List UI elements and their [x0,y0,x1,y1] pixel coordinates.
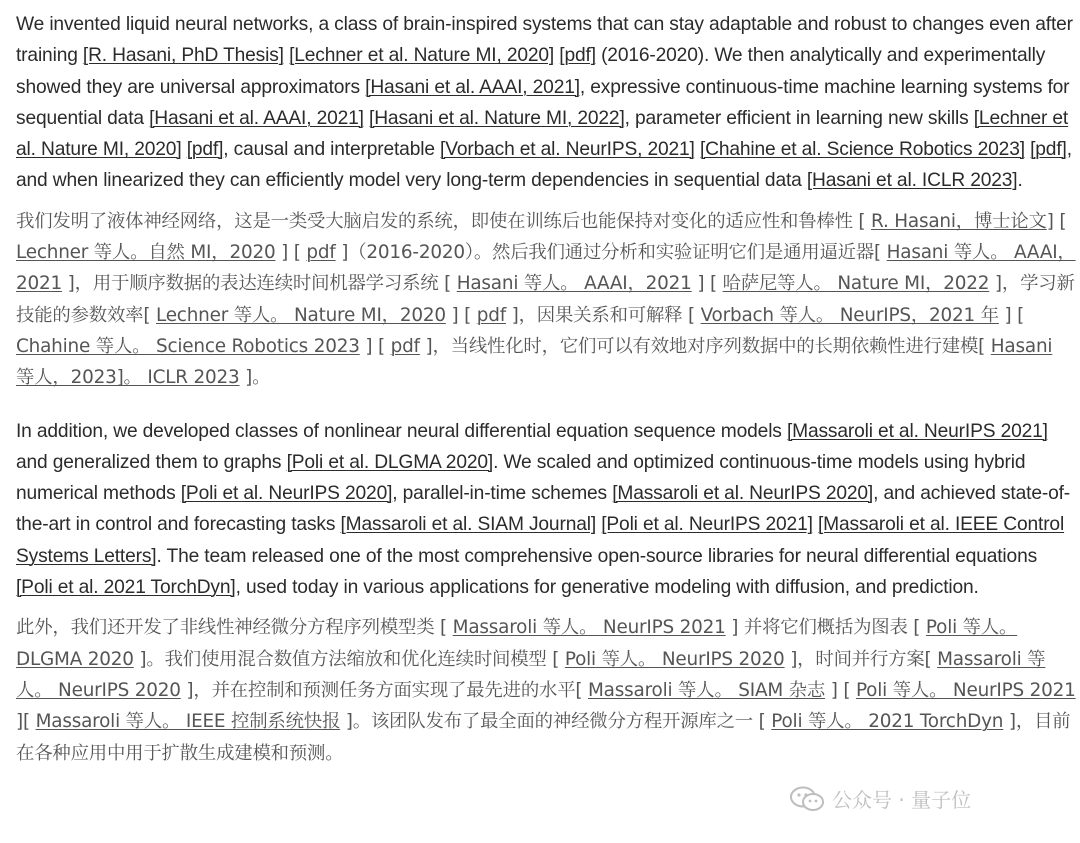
watermark-text: 公众号 · 量子位 [832,788,972,812]
ref-link-poli-torchdyn-2021[interactable]: Poli 等人。 2021 TorchDyn [771,711,1004,733]
text-segment: , and achieved state-of-the-art in control and forecasting tasks [16,483,1071,536]
ref-link-pdf[interactable]: [pdf] [559,45,596,67]
text-segment: ][ [16,711,36,733]
ref-link-lechner-nature-mi-2020[interactable]: Lechner 等人。自然 MI，2020 [16,242,276,264]
text-segment: ]（2016-2020）。然后我们通过分析和实验证明它们是通用逼近器[ [335,242,887,264]
text-segment: ]，并在控制和预测任务方面实现了最先进的水平[ [180,679,589,701]
ref-link-massaroli-siam-journal[interactable]: Massaroli 等人。 SIAM 杂志 [588,679,826,701]
text-segment: , expressive continuous-time machine learning systems for sequential data [16,76,1070,129]
text-segment: In addition, we developed classes of nonlinear neural differential equation sequence models [16,420,787,442]
ref-link-hasani-aaai-2021[interactable]: Hasani 等人。 AAAI，2021 [456,273,692,295]
text-segment: . [1017,170,1023,192]
text-segment: ] [ [825,679,856,701]
ref-link-pdf[interactable]: [pdf] [186,139,224,161]
text-segment: ]，目前在各种应用中用于扩散生成建模和预测。 [16,711,1071,764]
text-segment: ] [ [275,242,307,264]
ref-link-massaroli-ieee-control-letters[interactable]: Massaroli 等人。 IEEE 控制系统快报 [35,711,341,733]
ref-link-lechner-nature-mi-2020[interactable]: [Lechner et al. Nature MI, 2020] [289,45,555,67]
text-segment: ] [ [998,304,1025,326]
ref-link-poli-neurips-2020[interactable]: [Poli et al. NeurIPS 2020] [180,483,393,505]
text-segment: ]。该团队发布了最全面的神经微分方程开源库之一 [ [340,711,772,733]
text-segment: ] [ [359,335,391,357]
paragraph-liquid-networks-en [16,9,1076,197]
text-segment: We invented liquid neural networks, a class of brain-inspired systems that can stay adaptable and robust to changes even after training [16,14,1073,67]
ref-link-hasani-phd-thesis[interactable]: R. Hasani，博士论文 [871,210,1047,232]
ref-link-hasani-nature-mi-2022[interactable]: 哈萨尼等人。 Nature MI，2022 [722,273,990,295]
ref-link-poli-neurips-2021[interactable]: Poli 等人。 NeurIPS 2021 [855,679,1076,701]
ref-link-poli-neurips-2021[interactable]: [Poli et al. NeurIPS 2021] [601,514,813,536]
text-segment: , parallel-in-time schemes [392,483,613,505]
text-segment: ]，因果关系和可解释 [ [506,304,701,326]
ref-link-pdf[interactable]: pdf [476,304,506,326]
text-segment: ]。 [239,367,271,389]
text-segment: and generalized them to graphs [16,451,287,473]
text-segment: 我们发明了液体神经网络，这是一类受大脑启发的系统，即使在训练后也能保持对变化的适应性和鲁棒性 [ [16,210,872,232]
ref-link-pdf[interactable]: [pdf] [1030,139,1067,161]
text-segment: ]，用于顺序数据的表达连续时间机器学习系统 [ [62,273,457,295]
text-segment: ] [ [1046,210,1067,232]
ref-link-massaroli-neurips-2020[interactable]: [Massaroli et al. NeurIPS 2020] [612,483,874,505]
ref-link-hasani-aaai-2021[interactable]: [Hasani et al. AAAI, 2021] [149,107,364,129]
ref-link-pdf[interactable]: pdf [306,242,336,264]
text-segment: . The team released one of the most comprehensive open-source libraries for neural differential equations [156,545,1038,567]
ref-link-hasani-phd-thesis[interactable]: [R. Hasani, PhD Thesis] [82,45,284,67]
ref-link-chahine-science-robotics-2023[interactable]: [Chahine et al. Science Robotics 2023] [699,139,1025,161]
text-segment: ]。我们使用混合数值方法缩放和优化连续时间模型 [ [133,648,565,670]
text-segment: 此外，我们还开发了非线性神经微分方程序列模型类 [ [16,617,453,639]
paragraph-spacer [16,394,1076,416]
text-segment: (2016-2020). We then analytically and experimentally showed they are universal approximators [16,45,1046,98]
ref-link-massaroli-siam-journal[interactable]: [Massaroli et al. SIAM Journal] [340,514,597,536]
text-segment: ]，当线性化时，它们可以有效地对序列数据中的长期依赖性进行建模[ [419,335,991,357]
ref-link-chahine-science-robotics-2023[interactable]: Chahine 等人。 Science Robotics 2023 [16,335,360,357]
text-segment: ] 并将它们概括为图表 [ [725,617,926,639]
ref-link-poli-dlgma-2020[interactable]: [Poli et al. DLGMA 2020] [286,451,494,473]
text-segment: ] [ [691,273,723,295]
text-segment: ]，时间并行方案[ [784,648,938,670]
wechat-icon [790,786,824,812]
text-segment: , used today in various applications for generative modeling with diffusion, and prediction. [235,577,979,599]
ref-link-lechner-nature-mi-2020[interactable]: Lechner 等人。 Nature MI，2020 [155,304,446,326]
paragraph-neural-ode-zh [16,612,1076,768]
ref-link-vorbach-neurips-2021[interactable]: Vorbach 等人。 NeurIPS，2021 年 [700,304,999,326]
text-segment: ]，学习新技能的参数效率[ [16,273,1075,326]
text-segment: . We scaled and optimized continuous-time models using hybrid numerical methods [16,451,1026,505]
paragraph-liquid-networks-zh [16,206,1076,394]
ref-link-poli-dlgma-2020[interactable]: Poli 等人。 DLGMA 2020 [16,617,1018,670]
wechat-watermark [790,784,971,813]
ref-link-vorbach-neurips-2021[interactable]: [Vorbach et al. NeurIPS, 2021] [440,139,695,161]
text-segment: , and when linearized they can efficiently model very long-term dependencies in sequential data [16,139,1072,192]
ref-link-poli-neurips-2020[interactable]: Poli 等人。 NeurIPS 2020 [564,648,785,670]
ref-link-massaroli-neurips-2020[interactable]: Massaroli 等人。 NeurIPS 2020 [16,648,1046,701]
ref-link-hasani-nature-mi-2022[interactable]: [Hasani et al. Nature MI, 2022] [369,107,625,129]
ref-link-lechner-nature-mi-2020[interactable]: [Lechner et al. Nature MI, 2020] [16,107,1069,161]
ref-link-massaroli-neurips-2021[interactable]: Massaroli 等人。 NeurIPS 2021 [452,617,726,639]
paragraph-spacer [16,603,1076,612]
ref-link-pdf[interactable]: pdf [390,335,420,357]
ref-link-massaroli-neurips-2021[interactable]: [Massaroli et al. NeurIPS 2021] [786,420,1048,442]
paragraph-spacer [16,197,1076,206]
ref-link-hasani-aaai-2021[interactable]: Hasani 等人。 AAAI，2021 [16,242,1076,295]
article-body [16,9,1076,769]
ref-link-massaroli-ieee-control-letters[interactable]: [Massaroli et al. IEEE Control Systems Letters] [16,514,1065,567]
text-segment: , causal and interpretable [223,139,441,161]
text-segment: ] [ [445,304,477,326]
text-segment: , parameter efficient in learning new skills [624,107,974,129]
ref-link-hasani-iclr-2023[interactable]: Hasani 等人，2023]。 ICLR 2023 [16,335,1053,389]
ref-link-hasani-iclr-2023[interactable]: [Hasani et al. ICLR 2023] [806,170,1018,192]
paragraph-neural-ode-en [16,416,1076,604]
ref-link-hasani-aaai-2021[interactable]: [Hasani et al. AAAI, 2021] [365,76,580,98]
ref-link-poli-torchdyn-2021[interactable]: [Poli et al. 2021 TorchDyn] [16,577,236,599]
